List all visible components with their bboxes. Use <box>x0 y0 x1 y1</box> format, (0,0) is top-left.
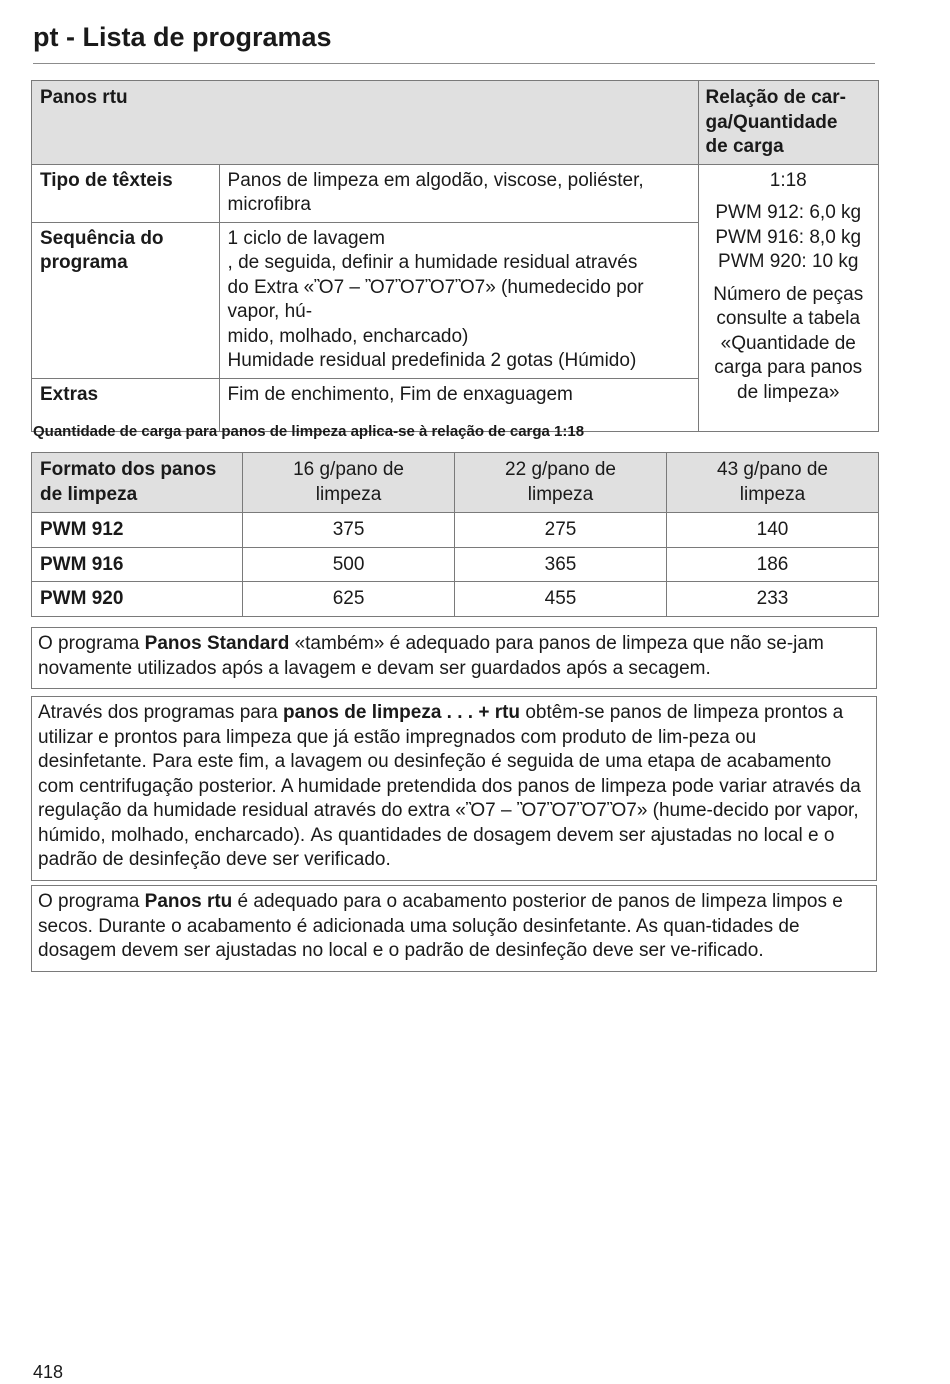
value-cell: 500 <box>243 547 455 582</box>
capacity-pwm920: PWM 920: 10 kg <box>718 251 859 272</box>
program-name: Panos rtu <box>32 81 699 165</box>
column-header <box>243 453 455 513</box>
row-value-line: Fim de enchimento, Fim de enxaguagem <box>227 383 573 405</box>
note-program-name: Panos rtu <box>144 891 233 912</box>
note-program-name: Panos Standard <box>144 633 290 654</box>
program-table <box>31 80 879 432</box>
table-row <box>32 513 879 548</box>
row-value-line: Panos de limpeza em algodão, viscose, poliéster, <box>227 169 644 191</box>
note-panos-standard <box>31 627 877 689</box>
note-panos-rtu <box>31 885 877 972</box>
header-line: 22 g/pano de <box>505 459 616 480</box>
header-line: 43 g/pano de <box>717 459 828 480</box>
row-value-line: do Extra «Ὂ7 – Ὂ7Ὂ7Ὂ7Ὂ7» (humedecido por vapor, hú- <box>227 276 644 322</box>
note-panos-rtu-programs <box>31 696 877 881</box>
load-ratio-cell <box>698 164 879 431</box>
row-value <box>219 164 698 222</box>
row-value-line: , de seguida, definir a humidade residual através <box>227 252 638 273</box>
ratio-note-line: consulte a tabela <box>716 308 861 329</box>
row-value-line: mido, molhado, encharcado) <box>227 325 469 347</box>
note-text: obtêm-se panos de limpeza prontos a utilizar e prontos para limpeza que já estão impregnados com produto de lim-peza ou desinfetante. Para este fim, a lavagem ou desinfeção é seguida de uma etapa de acabamento com centrifugação posterior. A humidade pretendida dos panos de limpeza pode variar através da regulação da humidade residual através do extra «Ὂ7 – Ὂ7Ὂ7Ὂ7Ὂ7» (hume-decido por vapor, húmido, molhado, encharcado). As quantidades de dosagem devem ser ajustadas no local e o padrão de desinfeção deve ser verificado. <box>38 702 861 870</box>
load-ratio: 1:18 <box>769 169 807 191</box>
table-row <box>32 582 879 617</box>
row-label-line: programa <box>40 252 128 273</box>
value-cell: 365 <box>455 547 667 582</box>
note-text: O programa <box>38 633 145 654</box>
ratio-note-line: de limpeza» <box>737 381 840 403</box>
note-text: é adequado para o acabamento posterior de panos de limpeza limpos e secos. Durante o acabamento é adicionada uma solução desinfetante. As quan-tidades de dosagem devem ser ajustadas no local e o padrão de desinfeção deve ser ve-rificado. <box>38 891 843 961</box>
row-value <box>219 222 698 378</box>
model-cell: PWM 916 <box>32 547 243 582</box>
page-title: pt - Lista de programas <box>33 22 875 64</box>
load-quantity-table <box>31 452 879 617</box>
model-cell: PWM 912 <box>32 513 243 548</box>
row-label: Extras <box>32 378 220 431</box>
load-table-caption: Quantidade de carga para panos de limpeza aplica-se à relação de carga 1:18 <box>33 423 585 440</box>
row-label-line: Sequência do <box>40 227 164 249</box>
value-cell: 625 <box>243 582 455 617</box>
ratio-note-line: carga para panos <box>714 357 863 378</box>
row-value-line: microfibra <box>227 194 311 215</box>
note-text: «também» é adequado para panos de limpeza que não se-jam novamente utilizados após a lavagem e devam ser guardados após a secagem. <box>38 633 824 679</box>
program-table-header <box>32 81 879 165</box>
ratio-note-line: Número de peças <box>713 283 864 305</box>
header-line: limpeza <box>527 483 594 505</box>
value-cell: 233 <box>667 582 879 617</box>
table-row <box>32 164 879 222</box>
header-line: Formato dos panos <box>40 459 217 480</box>
column-header <box>667 453 879 513</box>
load-ratio-header-line: ga/Quantidade <box>705 111 838 133</box>
column-header <box>455 453 667 513</box>
value-cell: 186 <box>667 547 879 582</box>
load-ratio-header-line: de carga <box>705 136 784 157</box>
header-line: limpeza <box>739 483 806 505</box>
cloth-format-header <box>32 453 243 513</box>
row-label <box>32 222 220 378</box>
ratio-note-line: «Quantidade de <box>720 332 856 354</box>
table-row <box>32 547 879 582</box>
value-cell: 140 <box>667 513 879 548</box>
capacity-pwm912: PWM 912: 6,0 kg <box>715 202 862 223</box>
header-line: 16 g/pano de <box>293 459 405 480</box>
page-number: 418 <box>33 1362 64 1382</box>
note-program-name: panos de limpeza . . . + rtu <box>283 702 521 723</box>
note-text: Através dos programas para <box>38 702 284 723</box>
value-cell: 375 <box>243 513 455 548</box>
row-value-line: 1 ciclo de lavagem <box>227 227 385 249</box>
value-cell: 275 <box>455 513 667 548</box>
model-cell: PWM 920 <box>32 582 243 617</box>
load-ratio-header <box>698 81 879 165</box>
capacity-pwm916: PWM 916: 8,0 kg <box>715 226 862 248</box>
row-label: Tipo de têxteis <box>32 164 220 222</box>
header-line: limpeza <box>315 483 382 505</box>
note-text: O programa <box>38 891 145 912</box>
value-cell: 455 <box>455 582 667 617</box>
row-value-line: Humidade residual predefinida 2 gotas (Húmido) <box>227 350 637 371</box>
header-line: de limpeza <box>40 483 138 505</box>
load-ratio-header-line: Relação de car- <box>705 87 846 108</box>
load-table-header <box>32 453 879 513</box>
